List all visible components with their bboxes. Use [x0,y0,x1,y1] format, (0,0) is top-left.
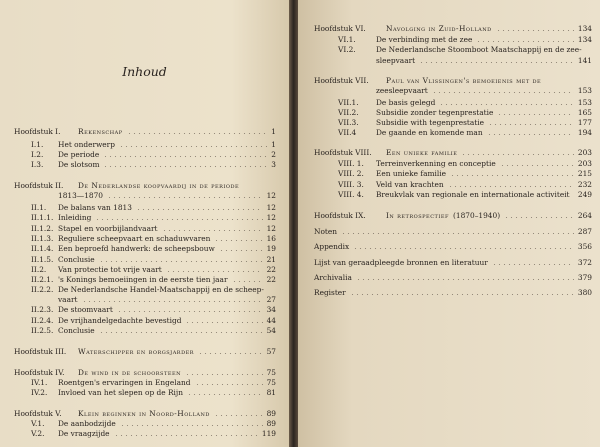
chapter-number: Hoofdstuk VIII. [314,148,372,157]
dot-leader [185,374,263,375]
section-number: I.1. [31,140,44,149]
section-number: VII.1. [338,98,359,107]
entry-continuation: 1813—1870 [58,191,104,200]
section-number: I.2. [31,150,44,159]
dot-leader [232,281,263,282]
toc-entry [14,150,276,159]
chapter-number: Hoofdstuk IX. [314,211,366,220]
page-number: 153 [577,98,592,107]
section-title: De verbinding met de zee [376,35,473,44]
dot-leader [448,186,574,187]
dot-leader [187,394,263,395]
section-number: V.1. [31,419,45,428]
toc-entry [14,368,276,377]
chapter-number: Hoofdstuk II. [14,181,64,190]
page-title: Inhoud [122,64,167,79]
chapter-title: Paul van Vlissingen's bemoeienis met de [386,76,542,85]
toc-entry [314,190,592,199]
section-title: De vrijhandelgedachte bevestigd [58,316,182,325]
section-number: II.2.5. [31,326,54,335]
chapter-title: De wind in de schoorsteen [78,368,181,377]
page-number: 54 [266,326,276,335]
page-number: 16 [266,234,276,243]
back-matter-title: Appendix [314,242,350,251]
toc-entry [14,234,276,243]
dot-leader [504,217,574,218]
toc-entry [314,128,592,137]
section-number: II.2. [31,265,47,274]
section-number: VI.2. [338,45,356,54]
page-number: 134 [577,24,592,33]
dot-leader [353,248,574,249]
section-title: Een unieke familie [376,169,446,178]
section-number: VIII. 4. [338,190,364,199]
dot-leader [198,353,263,354]
dot-leader [500,165,574,166]
back-matter-title: Noten [314,227,338,236]
page-number: 44 [266,316,276,325]
page-number: 75 [266,368,276,377]
dot-leader [496,30,574,31]
section-title: De aanbodzijde [58,419,116,428]
back-matter-title: Register [314,288,346,297]
chapter-number: Hoofdstuk V. [14,409,62,418]
dot-leader [461,154,574,155]
dot-leader [439,104,574,105]
toc-entry [14,203,276,212]
toc-entry [314,288,592,297]
section-title: Stapel en voorbijlandvaart [58,224,158,233]
toc-entry [314,227,592,236]
toc-entry [314,35,592,44]
toc-entry [14,409,276,418]
dot-leader [136,209,263,210]
toc-entry [14,295,276,304]
page-number: 12 [266,191,276,200]
dot-leader [114,435,258,436]
dot-leader [219,250,263,251]
section-number: V.2. [31,429,45,438]
page-number: 22 [266,275,276,284]
page-number: 194 [577,128,592,137]
dot-leader [119,146,267,147]
chapter-number: Hoofdstuk VII. [314,76,369,85]
toc-entry [14,191,276,200]
section-title: Een beproefd handwerk: de scheepsbouw [58,244,215,253]
toc-entry [314,45,592,54]
section-title: Invloed van het slepen op de Rijn [58,388,183,397]
dot-leader [127,133,267,134]
chapter-title: Navolging in Zuid-Holland [386,24,492,33]
toc-entry [314,211,592,220]
toc-entry [314,108,592,117]
section-number: II.2.1. [31,275,54,284]
right-page [298,0,600,447]
toc-entry [314,148,592,157]
page-number: 264 [577,211,592,220]
left-page [0,0,289,447]
chapter-title: In retrospectief [386,211,449,220]
section-number: II.1.2. [31,224,54,233]
dot-leader [450,175,574,176]
section-number: II.1.3. [31,234,54,243]
section-title: De slotsom [58,160,100,169]
dot-leader [120,425,263,426]
page-number: 153 [577,86,592,95]
toc-entry [14,213,276,222]
section-title: De balans van 1813 [58,203,132,212]
section-number: VIII. 2. [338,169,364,178]
entry-continuation: vaart [58,295,78,304]
page-number: 177 [577,118,592,127]
dot-leader [476,41,574,42]
section-number: I.3. [31,160,44,169]
page-number: 379 [577,273,592,282]
dot-leader [488,124,574,125]
page-number: 12 [266,203,276,212]
page-number: 81 [266,388,276,397]
dot-leader [350,294,574,295]
page-number: 380 [577,288,592,297]
dot-leader [99,332,263,333]
chapter-years: (1870–1940) [453,211,501,220]
page-number: 1 [271,127,276,136]
page-number: 165 [577,108,592,117]
toc-entry [14,127,276,136]
toc-entry [314,273,592,282]
dot-leader [214,415,263,416]
dot-leader [99,261,263,262]
page-number: 119 [261,429,276,438]
section-title: Conclusie [58,255,95,264]
page-number: 34 [266,305,276,314]
page-number: 1 [271,140,276,149]
toc-entry [314,86,592,95]
dot-leader [487,134,574,135]
page-number: 203 [577,159,592,168]
dot-leader [103,166,267,167]
chapter-number: Hoofdstuk III. [14,347,67,356]
page-number: 249 [577,190,592,199]
section-title: Van protectie tot vrije vaart [58,265,162,274]
dot-leader [419,62,574,63]
dot-leader [497,114,574,115]
page-number: 75 [266,378,276,387]
dot-leader [103,156,267,157]
chapter-number: Hoofdstuk I. [14,127,61,136]
section-title: Subsidie zonder tegenprestatie [376,108,494,117]
toc-entry [314,118,592,127]
chapter-title: Een unieke familie [386,148,458,157]
page-number: 12 [266,213,276,222]
page-number: 287 [577,227,592,236]
page-number: 141 [577,56,592,65]
toc-entry [14,244,276,253]
dot-leader [195,384,263,385]
toc-entry [314,24,592,33]
section-title: De stoomvaart [58,305,113,314]
page-number: 12 [266,224,276,233]
section-number: IV.2. [31,388,48,397]
toc-entry [14,378,276,387]
section-title: De basis gelegd [376,98,436,107]
section-title: Reguliere scheepvaart en schaduwvaren [58,234,211,243]
section-title: Roentgen's ervaringen in Engeland [58,378,191,387]
chapter-title: Klein beginnen in Noord-Holland [78,409,210,418]
dot-leader [214,240,263,241]
page-number: 22 [266,265,276,274]
dot-leader [95,219,263,220]
dot-leader [185,322,263,323]
section-title: Veld van krachten [376,180,444,189]
page-number: 27 [266,295,276,304]
dot-leader [162,230,263,231]
page-number: 3 [271,160,276,169]
chapter-title: Waterschipper en borgsjarder [78,347,194,356]
toc-entry [14,429,276,438]
section-number: II.1.1. [31,213,54,222]
section-title: De Nederlandsche Handel-Maatschappij en de scheep- [58,285,264,294]
entry-continuation: zeesleepvaart [376,86,428,95]
dot-leader [166,271,263,272]
page-number: 356 [577,242,592,251]
toc-entry [14,388,276,397]
section-title: De vraagzijde [58,429,110,438]
toc-entry [314,76,592,85]
section-number: II.1.4. [31,244,54,253]
section-number: IV.1. [31,378,48,387]
page-number: 372 [577,258,592,267]
toc-entry [314,169,592,178]
toc-entry [314,56,592,65]
page-number: 21 [266,255,276,264]
section-title: 's Konings bemoeiingen in de eerste tien jaar [58,275,228,284]
toc-entry [14,285,276,294]
page-number: 215 [577,169,592,178]
page-number: 203 [577,148,592,157]
page-number: 19 [266,244,276,253]
section-title: Het onderwerp [58,140,115,149]
page-number: 89 [266,409,276,418]
chapter-title: De Nederlandse koopvaardij in de periode [78,181,240,190]
page-number: 89 [266,419,276,428]
toc-entry [14,419,276,428]
toc-entry [14,255,276,264]
page-number: 232 [577,180,592,189]
toc-entry [14,347,276,356]
section-title: Conclusie [58,326,95,335]
toc-entry [314,159,592,168]
section-title: Subsidie with tegenprestatie [376,118,485,127]
toc-entry [14,140,276,149]
section-number: II.2.3. [31,305,54,314]
section-title: De Nederlandsche Stoomboot Maatschappij en de zee- [376,45,582,54]
page-number: 2 [271,150,276,159]
toc-entry [14,326,276,335]
page-number: 57 [266,347,276,356]
toc-entry [14,275,276,284]
section-number: VII.2. [338,108,359,117]
dot-leader [82,301,263,302]
dot-leader [356,279,574,280]
section-title: De gaande en komende man [376,128,483,137]
section-number: VII.4 [338,128,357,137]
section-title: Breukvlak van regionale en internationale activiteit [376,190,570,199]
dot-leader [341,233,574,234]
section-number: VI.1. [338,35,356,44]
section-number: VII.3. [338,118,359,127]
toc-entry [14,265,276,274]
section-number: VIII. 3. [338,180,364,189]
section-number: II.2.4. [31,316,54,325]
chapter-number: Hoofdstuk VI. [314,24,366,33]
chapter-number: Hoofdstuk IV. [14,368,65,377]
section-number: II.2.2. [31,285,54,294]
section-title: Terreinverkenning en conceptie [376,159,496,168]
back-matter-title: Lijst van geraadpleegde bronnen en literatuur [314,258,488,267]
section-title: Inleiding [58,213,92,222]
toc-entry [314,258,592,267]
book-gutter [289,0,298,447]
section-number: VIII. 1. [338,159,364,168]
section-number: II.1.5. [31,255,54,264]
section-number: II.1. [31,203,47,212]
dot-leader [107,197,263,198]
page-number: 134 [577,35,592,44]
toc-entry [14,181,276,190]
toc-entry [314,180,592,189]
toc-entry [314,242,592,251]
toc-entry [314,98,592,107]
dot-leader [432,92,574,93]
toc-entry [14,160,276,169]
chapter-title: Rekenschap [78,127,123,136]
section-title: De periode [58,150,100,159]
dot-leader [492,264,574,265]
entry-continuation: sleepvaart [376,56,416,65]
toc-entry [14,316,276,325]
dot-leader [117,311,263,312]
toc-entry [14,224,276,233]
back-matter-title: Archivalia [314,273,352,282]
toc-entry [14,305,276,314]
